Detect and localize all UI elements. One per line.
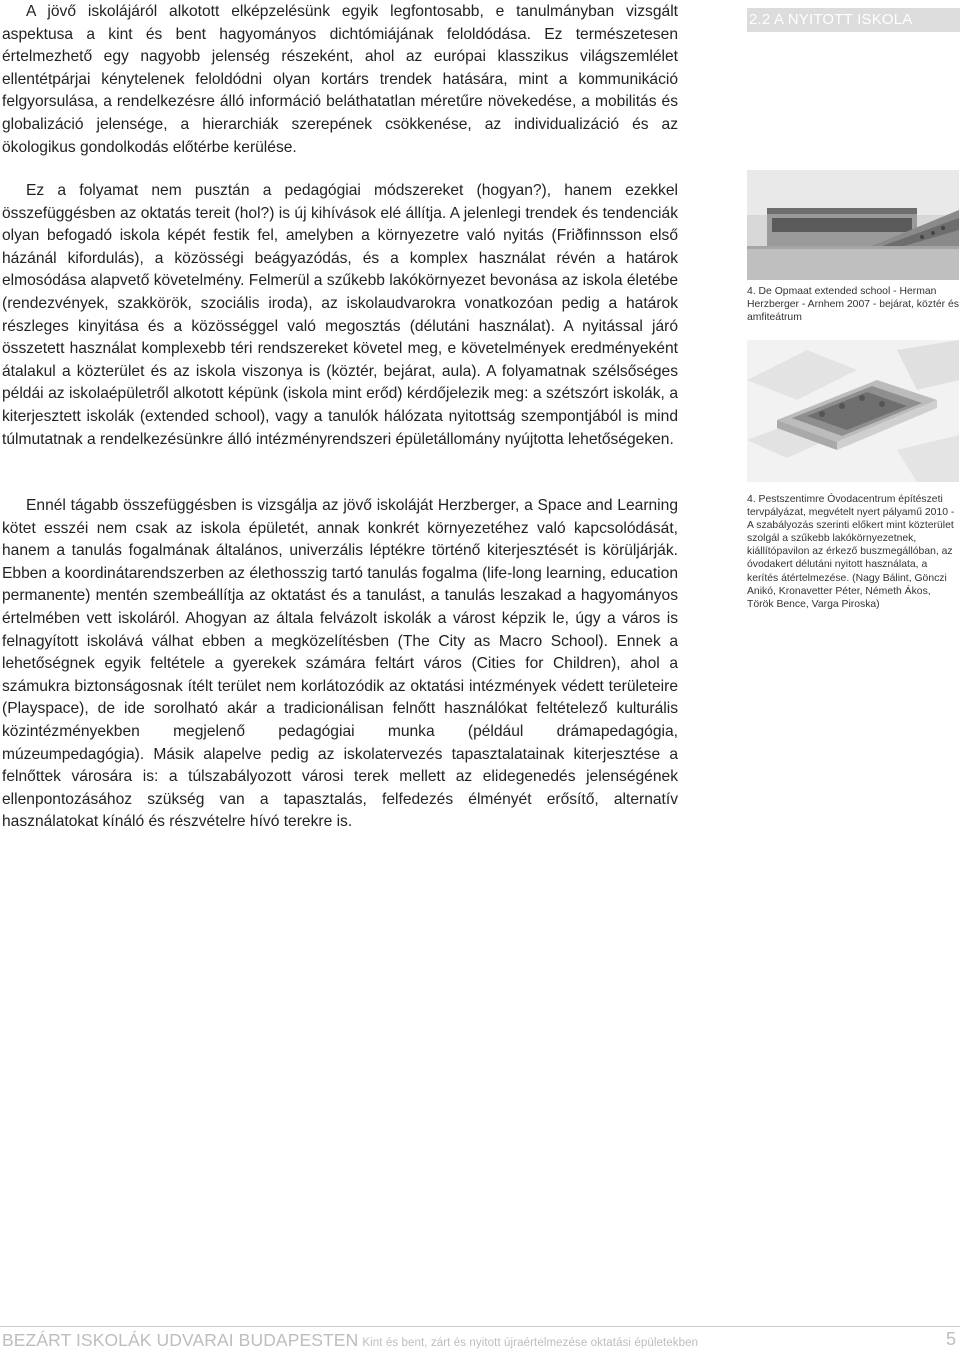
figure-caption-1: 4. De Opmaat extended school - Herman Herzberger - Arnhem 2007 - bejárat, köztér és amfiteátrum [747, 286, 959, 324]
school-photo-illustration [747, 170, 959, 280]
paragraph-1: A jövő iskolájáról alkotott elképzelésünk egyik legfontosabb, e tanulmányban vizsgált aspektusa a kint és bent hagyományos dichtómiájának feloldódása. Ez természetesen értelmezhető egy nagyobb jelenség részeként, ahol az európai klasszikus világszemlélet ellentétpárjai kénytelenek feloldódni olyan kortárs trendek hatására, mint a kommunikáció felgyorsulása, a rendelkezésre álló információ beláthatatlan méretűre növekedése, a mobilitás és globalizáció jelensége, a hierarchiák szerepének csökkenése, az individualizáció és az ökologikus gondolkodás előtérbe kerülése. [2, 3, 678, 156]
kindergarten-render-illustration [747, 340, 959, 482]
figure-photo-school [747, 170, 959, 280]
section-title: 2.2 A NYITOTT ISKOLA [747, 8, 960, 32]
footer-subtitle: Kint és bent, zárt és nyitott újraértelmezése oktatási épületekben [362, 1337, 699, 1349]
footer-divider [0, 1326, 960, 1327]
figure-caption-2: 4. Pestszentimre Óvodacentrum építészeti tervpályázat, megvételt nyert pályamű 2010 - A szabályozás szerinti előkert mint közterület szolgál a szűkebb lakókörnyezetnek, kiállítópavilon az érkező buszmegállóban, az óvodakert délutáni nyitott használata, a kerítés átértelmezése. (Nagy Bálint, Gönczi Anikó, Kronavetter Péter, Németh Ákos, Török Bence, Varga Piroska) [747, 494, 955, 610]
footer [2, 1329, 698, 1354]
page-number: 5 [945, 1329, 956, 1349]
paragraph-3: Ennél tágabb összefüggésben is vizsgálja az jövő iskoláját Herzberger, a Space and Learning kötet esszéi nem csak az iskola épületét, annak konkrét környezetéhez való kapcsolódását, hanem a tanulás fogalmának általános, univerzális léptékre történő kiterjesztését is körüljárják. Ebben a koordinátarendszerben az élethosszig tartó tanulás fogalma (life-long learning, education permanente) mentén szembeállítja az oktatást és a tanulást, a tanulás leszakad a hagyományos értelmében vett iskoláról. Ahogyan az általa felvázolt iskolák a várost képzik le, úgy a város is felnagyított iskolává válhat ebben a megközelítésben (The City as Macro School). Ennek a lehetőségnek egyik feltétele a gyerekek számára feltárt város (Cities for Children), ahol a számukra biztonságosnak ítélt terület nem korlátozódik az oktatási intézmények védett területeire (Playspace), de ide sorolható akár a tradicionálisan felnőtt használókat feltételező kulturális közintézményekben megjelenő pedagógiai munka (például drámapedagógia, múzeumpedagógia). Másik alapelve pedig az iskolatervezés tapasztalatainak kiterjesztése a felnőttek városára is: a túlszabályozott városi terek mellett az elidegenedés jelenségének ellenpontozásához szükség van a tapasztalás, felfedezés élményét erősítő, alternatív használatokat kínáló és részvételre hívó terekre is. [2, 497, 678, 831]
footer-title: BEZÁRT ISKOLÁK UDVARAI BUDAPESTEN [2, 1330, 359, 1350]
paragraph-2: Ez a folyamat nem pusztán a pedagógiai módszereket (hogyan?), hanem ezekkel összefüggésben az oktatás tereit (hol?) is új kihívások elé állítja. A jelenlegi trendek és tendenciák olyan befogadó iskola képét festik fel, amelyben a környezetre való nyitás (Friðfinnsson első házánál kifordulás), a közösségi beágyazódás, és a komplex használat révén a határok elmosódása alapvető követelmény. Felmerül a szűkebb lakókörnyezet bevonása az iskola életébe (rendezvények, szakkörök, szociális iroda), az iskolaudvarokra vonatkozóan pedig a határok részleges kinyitása és a közösséggel való megosztás (délutáni használat). A nyitással járó összetett használat komplexebb téri rendszereket követel meg, e követelmények eredményeként átalakul a közterület és az iskola viszonya is (köztér, bejárat, aula). A folyamatnak szélsőséges példái az iskolaépületről alkotott képünk (iskola mint erőd) kérdőjelezik meg: a szétszórt iskolák, a kiterjesztett iskolák (extended school), vagy a tanulók hálózata nyitottság szempontjából is mind túlmutatnak a rendelkezésünkre álló intézményrendszeri épületállomány nyújtotta lehetőségeken. [2, 182, 678, 448]
figure-render-kindergarten [747, 340, 959, 482]
